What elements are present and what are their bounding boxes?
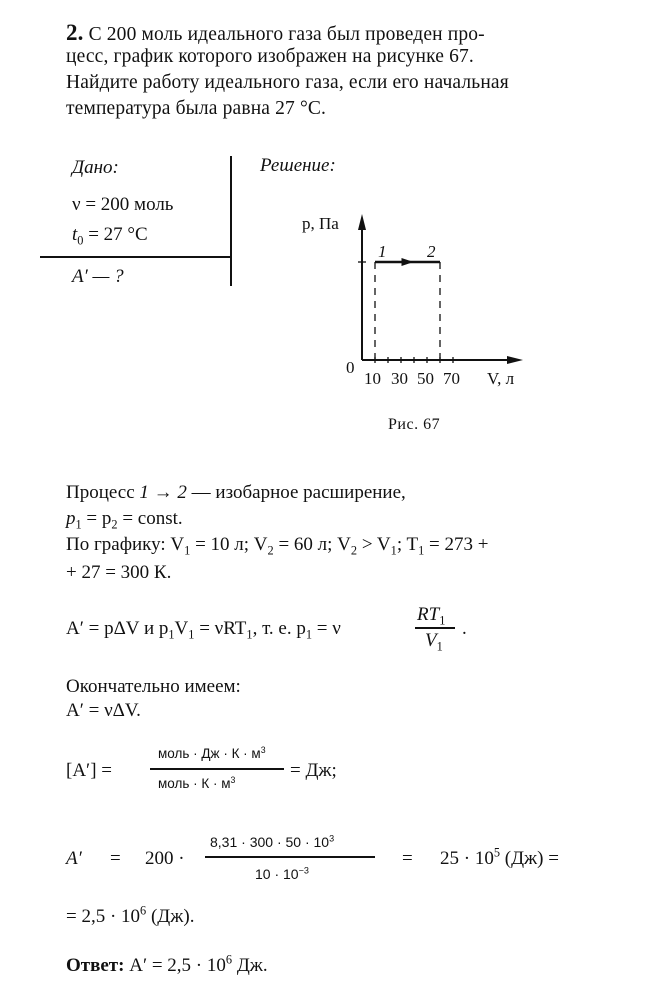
work-den-sub: 1 (436, 639, 443, 654)
work-sub-1: 1 (168, 627, 175, 642)
tick-label-10: 10 (364, 369, 381, 388)
calc-res-sup: 5 (493, 845, 500, 860)
given-divider (40, 256, 232, 258)
answer-line (66, 952, 268, 977)
graph-sub-3: 2 (350, 543, 358, 558)
units-num (158, 746, 266, 761)
work-end: . (462, 618, 467, 639)
tick-label-50: 50 (417, 369, 434, 388)
graph-values-line-2: + 27 = 300 К. (66, 562, 172, 583)
calc2-b: (Дж). (146, 906, 195, 927)
p-mid: = р (81, 508, 112, 529)
work-num-sub: 1 (439, 613, 446, 628)
chart-origin: 0 (346, 358, 355, 377)
work-frac-num (417, 604, 445, 626)
process-line (66, 482, 406, 504)
t0-value: = 27 °С (83, 224, 148, 245)
calc2-a: = 2,5 · 10 (66, 906, 141, 927)
units-lhs: [А′] = (66, 760, 112, 781)
given-heading: Дано: (72, 157, 119, 178)
graph-sub-4: 1 (390, 543, 397, 558)
process-text: Процесс (66, 482, 140, 503)
problem-line-1 (66, 20, 485, 46)
given-find: А′ — ? (72, 266, 124, 287)
graph-sub-2: 2 (267, 543, 274, 558)
calc-den-text: 10 · 10 (255, 866, 299, 882)
graph-b: = 10 л; V (190, 534, 268, 555)
calc-frac-bar (205, 856, 375, 858)
work-frac-bar (415, 627, 455, 629)
process-state-1: 1 (139, 482, 149, 503)
calc-eq-2: = (402, 848, 413, 869)
pressure-equal-line (66, 508, 183, 530)
given-nu: ν = 200 моль (72, 194, 174, 215)
graph-f: = 273 + (424, 534, 489, 555)
work-sub-3: 1 (246, 627, 253, 642)
work-frac-den (425, 630, 443, 652)
calc-res-a: 25 · 10 (440, 848, 494, 869)
given-t0 (72, 224, 148, 246)
t0-symbol: t (72, 224, 78, 245)
p-sub-1: 1 (75, 517, 82, 532)
process-text-end: — изобарное расширение, (186, 482, 406, 503)
calc-lhs: А′ (66, 848, 82, 869)
process-arrow (402, 258, 414, 266)
answer-sup: 6 (225, 952, 233, 967)
units-den (158, 776, 235, 791)
calc-result-2 (66, 903, 195, 928)
calc2-sup: 6 (140, 903, 147, 918)
units-num-text: моль · Дж · К · м (158, 746, 261, 761)
point-label-1: 1 (378, 242, 387, 261)
p-end: = const. (117, 508, 183, 529)
graph-sub-5: 1 (418, 543, 425, 558)
answer-b: Дж. (232, 955, 268, 976)
given-separator (230, 156, 232, 286)
calc-result (440, 845, 559, 870)
calc-eq-1: = (110, 848, 121, 869)
solution-heading: Решение: (260, 155, 336, 176)
calc-200: 200 · (145, 848, 185, 869)
final-intro: Окончательно имеем: (66, 676, 241, 697)
calc-res-b: (Дж) = (500, 848, 559, 869)
work-num: RT (417, 604, 440, 625)
x-axis-arrow (507, 356, 523, 364)
work-sub-4: 1 (305, 627, 313, 642)
work-sub-2: 1 (188, 627, 195, 642)
point-label-2: 2 (427, 242, 436, 261)
graph-a: По графику: V (66, 534, 185, 555)
problem-line-3: Найдите работу идеального газа, если его начальная (66, 72, 509, 93)
p-sub-2: 2 (111, 517, 118, 532)
calc-num-text: 8,31 · 300 · 50 · 10 (210, 834, 330, 850)
work-b: V (174, 618, 189, 639)
t0-subscript: 0 (77, 233, 84, 248)
work-formula-line (66, 618, 341, 640)
chart-xlabel: V, л (487, 369, 515, 388)
units-den-text: моль · К · м (158, 776, 231, 791)
graph-values-line (66, 534, 488, 556)
y-axis-arrow (358, 214, 366, 230)
process-arrow: → (148, 482, 178, 503)
graph-d: > V (357, 534, 391, 555)
work-a: А′ = рΔV и р (66, 618, 169, 639)
work-den: V (425, 630, 437, 651)
calc-num (210, 834, 334, 850)
tick-label-30: 30 (391, 369, 408, 388)
calc-den (255, 866, 309, 882)
answer-a: А′ = 2,5 · 10 (124, 955, 226, 976)
tick-label-70: 70 (443, 369, 460, 388)
problem-line-2: цесс, график которого изображен на рисунке 67. (66, 46, 474, 67)
graph-c: = 60 л; V (273, 534, 351, 555)
chart-ylabel: р, Па (302, 214, 339, 233)
work-c: = νRT (194, 618, 247, 639)
graph-e: ; T (396, 534, 419, 555)
work-d: , т. е. р (252, 618, 306, 639)
final-equation: А′ = νΔV. (66, 700, 141, 721)
units-den-sup: 3 (230, 774, 236, 785)
figure-caption: Рис. 67 (388, 416, 441, 433)
p-symbol: р (66, 508, 76, 529)
calc-num-sup: 3 (329, 833, 335, 844)
units-num-sup: 3 (260, 744, 266, 755)
graph-sub-1: 1 (184, 543, 191, 558)
answer-label: Ответ: (66, 955, 125, 976)
units-rhs: = Дж; (290, 760, 337, 781)
problem-number: 2. (66, 20, 84, 45)
work-e: = ν (312, 618, 341, 639)
process-state-2: 2 (177, 482, 187, 503)
problem-line-4: температура была равна 27 °С. (66, 98, 327, 119)
problem-text-1: С 200 моль идеального газа был проведен про- (88, 24, 485, 45)
units-frac-bar (150, 768, 284, 770)
calc-den-sup: −3 (298, 865, 309, 876)
